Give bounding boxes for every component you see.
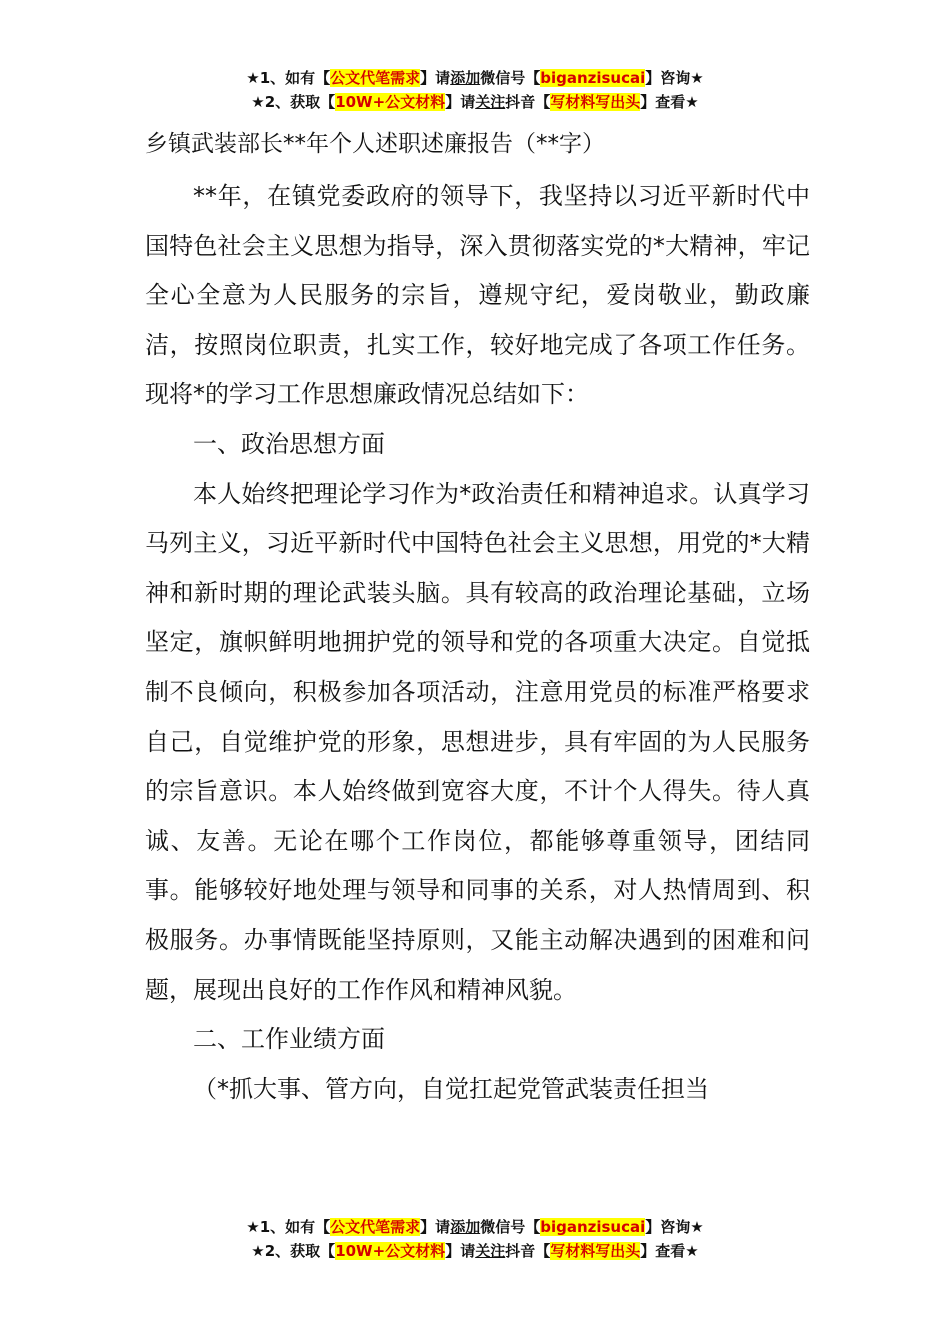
highlight-materials: 10W+公文材料 — [335, 93, 446, 111]
document-title: 乡镇武装部长**年个人述职述廉报告（**字） — [145, 131, 605, 157]
promo-line-2: ★2、获取【10W+公文材料】请关注抖音【写材料写出头】查看★ — [251, 93, 699, 111]
highlight-douyin-account: 写材料写出头 — [550, 1242, 641, 1260]
promo-banner-top — [0, 66, 950, 114]
section-1-paragraph: 本人始终把理论学习作为*政治责任和精神追求。认真学习马列主义，习近平新时代中国特色社会主义思想，用党的*大精神和新时期的理论武装头脑。具有较高的政治理论基础，立场坚定，旗帜鲜明地拥护党的领导和党的各项重大决定。自觉抵制不良倾向，积极参加各项活动，注意用党员的标准严格要求自己，自觉维护党的形象，思想进步，具有牢固的为人民服务的宗旨意识。本人始终做到宽容大度，不计个人得失。待人真诚、友善。无论在哪个工作岗位，都能够尊重领导，团结同事。能够较好地处理与领导和同事的关系，对人热情周到、积极服务。办事情既能坚持原则，又能主动解决遇到的困难和问题，展现出良好的工作作风和精神风貌。 — [145, 479, 810, 1004]
promo-banner-bottom — [0, 1215, 950, 1263]
document-body — [145, 172, 810, 1114]
highlight-douyin-account: 写材料写出头 — [550, 93, 641, 111]
promo-line-2: ★2、获取【10W+公文材料】请关注抖音【写材料写出头】查看★ — [251, 1242, 699, 1260]
star-icon: ★ — [251, 1242, 265, 1260]
highlight-writing-service: 公文代笔需求 — [330, 69, 421, 87]
highlight-wechat-id: biganzisucai — [540, 69, 646, 87]
star-icon: ★ — [251, 93, 265, 111]
highlight-materials: 10W+公文材料 — [335, 1242, 446, 1260]
star-icon: ★ — [246, 1218, 260, 1236]
section-1-heading: 一、政治思想方面 — [193, 429, 385, 458]
promo-line-1: ★1、如有【公文代笔需求】请添加微信号【biganzisucai】咨询★ — [246, 1218, 704, 1236]
star-icon: ★ — [246, 69, 260, 87]
highlight-writing-service: 公文代笔需求 — [330, 1218, 421, 1236]
section-2-heading: 二、工作业绩方面 — [193, 1025, 385, 1054]
intro-paragraph: **年，在镇党委政府的领导下，我坚持以习近平新时代中国特色社会主义思想为指导，深入贯彻落实党的*大精神，牢记全心全意为人民服务的宗旨，遵规守纪，爱岗敬业，勤政廉洁，按照岗位职责，扎实工作，较好地完成了各项工作任务。现将*的学习工作思想廉政情况总结如下： — [145, 182, 810, 409]
promo-line-1: ★1、如有【公文代笔需求】请添加微信号【biganzisucai】咨询★ — [246, 69, 704, 87]
highlight-wechat-id: biganzisucai — [540, 1218, 646, 1236]
section-2-subheading: （*抓大事、管方向，自觉扛起党管武装责任担当 — [193, 1074, 709, 1103]
